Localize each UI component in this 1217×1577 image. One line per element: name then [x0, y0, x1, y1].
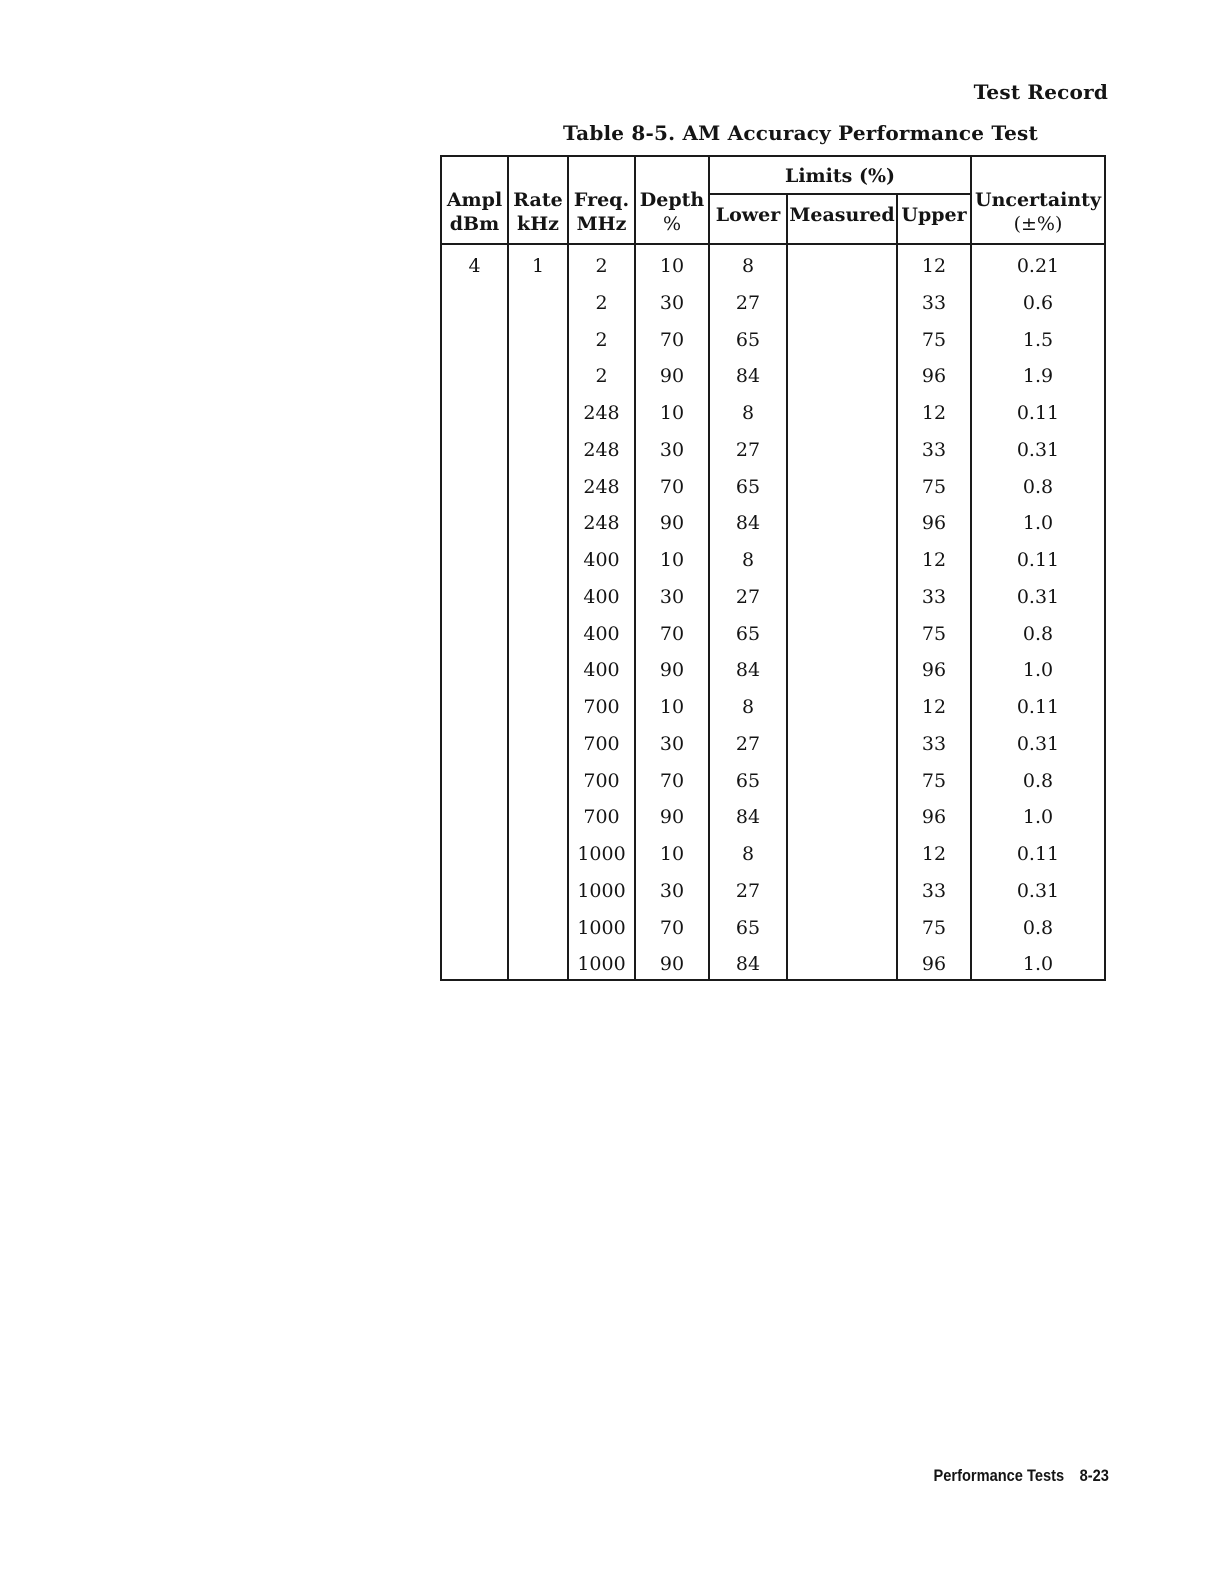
uncertainty-cell: 1.0 [1022, 806, 1054, 829]
lower-limit-cell: 8 [741, 696, 755, 718]
column-header-depth: Depth % [639, 189, 705, 235]
freq-cell: 700 [583, 732, 620, 755]
upper-limit-cell: 75 [921, 769, 947, 792]
uncertainty-cell: 1.0 [1022, 659, 1054, 682]
column-header-upper: Upper [901, 204, 967, 226]
depth-cell: 90 [659, 659, 685, 682]
uncertainty-cell: 1.0 [1022, 512, 1054, 535]
lower-limit-cell: 27 [735, 585, 761, 608]
lower-limit-cell: 65 [735, 916, 761, 939]
upper-limit-cell: 12 [921, 255, 947, 277]
upper-limit-cell: 96 [921, 512, 947, 535]
lower-limit-cell: 27 [735, 438, 761, 461]
depth-cell: 10 [659, 549, 685, 571]
freq-cell: 1000 [577, 879, 626, 902]
column-header-freq: Freq. MHz [573, 189, 630, 235]
freq-cell: 248 [583, 512, 620, 535]
depth-cell: 90 [659, 806, 685, 829]
upper-limit-cell: 75 [921, 622, 947, 645]
column-header-rate: Rate kHz [513, 189, 563, 235]
lower-limit-cell: 27 [735, 879, 761, 902]
uncertainty-cell: 0.8 [1022, 916, 1054, 939]
lower-limit-cell: 27 [735, 291, 761, 314]
upper-limit-cell: 33 [921, 438, 947, 461]
upper-limit-cell: 33 [921, 879, 947, 902]
freq-cell: 248 [583, 438, 620, 461]
depth-cell: 30 [659, 732, 685, 755]
freq-cell: 700 [583, 769, 620, 792]
depth-cell: 90 [659, 512, 685, 535]
lower-limit-cell: 65 [735, 328, 761, 351]
lower-limit-cell: 84 [735, 512, 761, 535]
upper-limit-cell: 12 [921, 696, 947, 718]
lower-limit-cell: 65 [735, 622, 761, 645]
freq-cell: 400 [583, 585, 620, 608]
depth-cell: 10 [659, 843, 685, 865]
uncertainty-cell: 0.31 [1016, 879, 1060, 902]
freq-cell: 400 [583, 659, 620, 682]
uncertainty-cell: 0.11 [1016, 843, 1060, 865]
freq-cell: 400 [583, 549, 620, 571]
upper-limit-cell: 12 [921, 843, 947, 865]
uncertainty-cell: 0.6 [1022, 291, 1054, 314]
depth-cell: 70 [659, 622, 685, 645]
column-header-measured: Measured [789, 204, 895, 226]
depth-cell: 30 [659, 585, 685, 608]
column-divider [786, 193, 788, 981]
lower-limit-cell: 84 [735, 365, 761, 388]
column-header-ampl: Ampl dBm [446, 189, 503, 235]
freq-cell: 400 [583, 622, 620, 645]
lower-limit-cell: 8 [741, 402, 755, 424]
uncertainty-cell: 1.5 [1022, 328, 1054, 351]
column-header-limits: Limits (%) [784, 165, 896, 187]
uncertainty-cell: 0.8 [1022, 475, 1054, 498]
limits-group-rule [708, 193, 972, 195]
uncertainty-cell: 0.31 [1016, 585, 1060, 608]
uncertainty-cell: 0.21 [1016, 255, 1060, 277]
freq-cell: 2 [595, 291, 608, 314]
depth-cell: 70 [659, 769, 685, 792]
freq-cell: 248 [583, 475, 620, 498]
uncertainty-cell: 1.9 [1022, 365, 1054, 388]
depth-cell: 90 [659, 365, 685, 388]
freq-cell: 2 [595, 255, 608, 277]
depth-cell: 30 [659, 879, 685, 902]
upper-limit-cell: 75 [921, 475, 947, 498]
upper-limit-cell: 96 [921, 659, 947, 682]
running-head-title: Test Record [973, 80, 1108, 104]
depth-cell: 70 [659, 328, 685, 351]
uncertainty-cell: 0.8 [1022, 769, 1054, 792]
depth-cell: 30 [659, 438, 685, 461]
depth-cell: 90 [659, 953, 685, 976]
column-header-lower: Lower [715, 204, 781, 226]
depth-cell: 70 [659, 475, 685, 498]
upper-limit-cell: 12 [921, 402, 947, 424]
upper-limit-cell: 96 [921, 953, 947, 976]
footer-section-title: Performance Tests [933, 1466, 1065, 1485]
upper-limit-cell: 96 [921, 806, 947, 829]
table-title: Table 8-5. AM Accuracy Performance Test [563, 121, 1038, 145]
page-footer [934, 1466, 1109, 1486]
uncertainty-cell: 0.8 [1022, 622, 1054, 645]
header-bottom-rule [440, 243, 1106, 245]
upper-limit-cell: 33 [921, 585, 947, 608]
upper-limit-cell: 75 [921, 328, 947, 351]
uncertainty-cell: 0.11 [1016, 549, 1060, 571]
lower-limit-cell: 8 [741, 843, 755, 865]
column-divider [507, 155, 509, 981]
uncertainty-cell: 1.0 [1022, 953, 1054, 976]
uncertainty-cell: 0.31 [1016, 732, 1060, 755]
ampl-value: 4 [468, 255, 481, 277]
upper-limit-cell: 96 [921, 365, 947, 388]
freq-cell: 2 [595, 365, 608, 388]
depth-cell: 10 [659, 255, 685, 277]
depth-cell: 30 [659, 291, 685, 314]
lower-limit-cell: 65 [735, 475, 761, 498]
lower-limit-cell: 84 [735, 659, 761, 682]
freq-cell: 700 [583, 806, 620, 829]
rate-value: 1 [531, 255, 545, 277]
lower-limit-cell: 8 [741, 549, 755, 571]
freq-cell: 700 [583, 696, 620, 718]
freq-cell: 1000 [577, 916, 626, 939]
depth-cell: 10 [659, 696, 685, 718]
freq-cell: 1000 [577, 843, 626, 865]
depth-cell: 70 [659, 916, 685, 939]
depth-cell: 10 [659, 402, 685, 424]
upper-limit-cell: 33 [921, 732, 947, 755]
column-header-uncertainty: Uncertainty (±%) [975, 189, 1101, 235]
footer-page-number: 8-23 [1079, 1466, 1109, 1485]
freq-cell: 2 [595, 328, 608, 351]
freq-cell: 248 [583, 402, 620, 424]
lower-limit-cell: 65 [735, 769, 761, 792]
lower-limit-cell: 84 [735, 953, 761, 976]
uncertainty-cell: 0.11 [1016, 696, 1060, 718]
freq-cell: 1000 [577, 953, 626, 976]
uncertainty-cell: 0.31 [1016, 438, 1060, 461]
upper-limit-cell: 12 [921, 549, 947, 571]
upper-limit-cell: 33 [921, 291, 947, 314]
uncertainty-cell: 0.11 [1016, 402, 1060, 424]
upper-limit-cell: 75 [921, 916, 947, 939]
lower-limit-cell: 84 [735, 806, 761, 829]
lower-limit-cell: 27 [735, 732, 761, 755]
lower-limit-cell: 8 [741, 255, 755, 277]
